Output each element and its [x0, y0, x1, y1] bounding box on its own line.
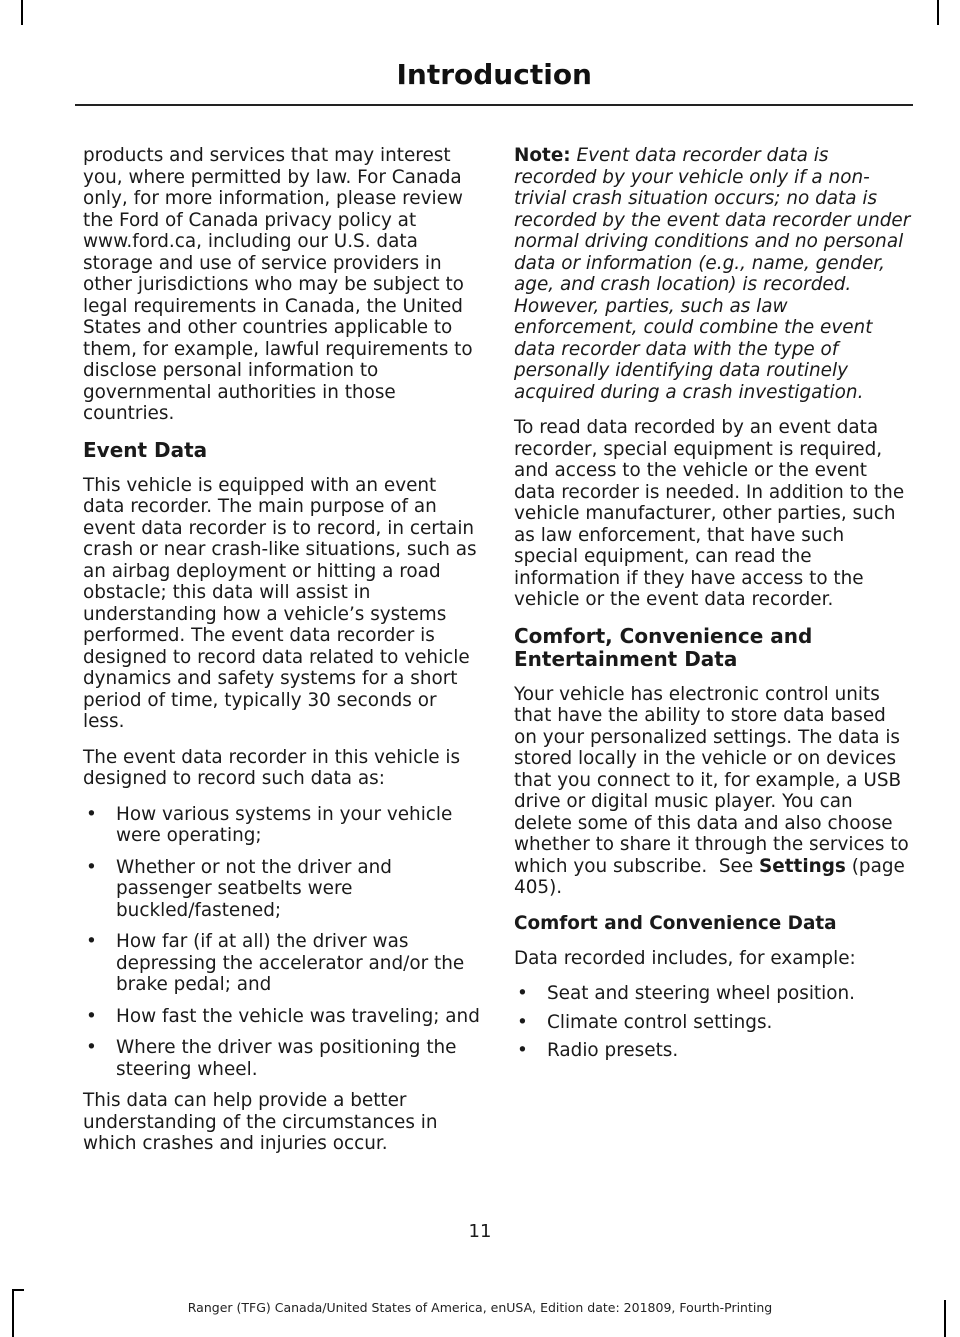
list-item-text: Radio presets. — [547, 1040, 679, 1061]
list-item-text: How far (if at all) the driver was depressing the accelerator and/or the brake pedal; and — [116, 931, 465, 995]
crop-mark-top-left — [21, 0, 23, 25]
record-intro: The event data recorder in this vehicle is designed to record such data as: — [83, 746, 461, 789]
data-list — [514, 983, 912, 1062]
see-prefix: See — [718, 855, 754, 877]
page-title: Introduction — [396, 58, 592, 91]
data-intro: Data recorded includes, for example: — [514, 947, 856, 969]
bullet: • — [86, 803, 97, 825]
comfort-paragraph — [514, 684, 912, 899]
title-divider — [75, 104, 913, 106]
comfort-heading-line2: Entertainment Data — [514, 646, 738, 671]
list-item — [83, 857, 481, 922]
left-column — [83, 145, 481, 1169]
list-item — [514, 983, 912, 1005]
comfort-paragraph-text: Your vehicle has electronic control units that have the ability to store data based on your personalized settings. The data is stored locally in the vehicle or on devices that you connect to it, for example, a USB drive or digital music player. You can delete some of this data and also choose whether to share it through the services to which you subscribe. — [514, 683, 909, 877]
list-item-text: How various systems in your vehicle were operating; — [116, 803, 453, 846]
right-column — [514, 145, 912, 1069]
bullet: • — [86, 856, 97, 878]
settings-link[interactable]: Settings — [759, 855, 846, 877]
intro-paragraph: products and services that may interest you, where permitted by law. For Canada only, for more information, please review the Ford of Canada privacy policy at www.ford.ca, including our U.S. data storage and use of service providers in other jurisdictions who may be subject to legal requirements in Canada, the United States and other countries applicable to them, for example, lawful requirements to disclose personal information to governmental authorities in those countries. — [83, 145, 473, 424]
list-item — [514, 1012, 912, 1034]
bullet: • — [517, 983, 528, 1004]
comfort-heading — [514, 625, 912, 671]
list-item-text: Seat and steering wheel position. — [547, 983, 855, 1004]
closing-paragraph: This data can help provide a better understanding of the circumstances in which crashes and injuries occur. — [83, 1090, 438, 1154]
list-item — [83, 1037, 481, 1080]
crop-mark-bottom-left-foot — [12, 1289, 24, 1291]
edition-footer: Ranger (TFG) Canada/United States of America, enUSA, Edition date: 201809, Fourth-Printing — [187, 1300, 773, 1315]
event-data-paragraph: This vehicle is equipped with an event data recorder. The main purpose of an event data recorder is to record, in certain crash or near crash-like situations, such as an airbag deployment or hitting a road obstacle; this data will assist in understanding how a vehicle’s systems performed. The event data recorder is designed to record data related to vehicle dynamics and safety systems for a short period of time, typically 30 seconds or less. — [83, 474, 477, 732]
bullet: • — [86, 1005, 97, 1027]
note-text: Event data recorder data is recorded by your vehicle only if a non-trivial crash situation occurs; no data is recorded by the event data recorder under normal driving conditions and no personal data or information (e.g., name, gender, age, and crash location) is recorded. However, parties, such as law enforcement, could combine the event data recorder data with the type of personally identifying data routinely acquired during a crash investigation. — [514, 145, 911, 403]
list-item-text: Where the driver was positioning the steering wheel. — [116, 1037, 457, 1080]
crop-mark-top-right — [937, 0, 939, 25]
note-label: Note: — [514, 145, 571, 166]
note-paragraph — [514, 145, 912, 403]
bullet: • — [86, 931, 97, 952]
list-item — [514, 1040, 912, 1062]
page-number: 11 — [468, 1221, 492, 1242]
event-data-heading: Event Data — [83, 437, 208, 462]
list-item — [83, 931, 481, 996]
read-paragraph: To read data recorded by an event data recorder, special equipment is required, and access to the vehicle or the event data recorder is needed. In addition to the vehicle manufacturer, other parties, such as law enforcement, that have such special equipment, can read the information if they have access to the vehicle or the event data recorder. — [514, 417, 905, 610]
comfort-heading-line1: Comfort, Convenience and — [514, 623, 813, 648]
bullet: • — [517, 1040, 528, 1061]
list-item — [83, 804, 481, 847]
comfort-subheading: Comfort and Convenience Data — [514, 912, 837, 934]
list-item-text: Climate control settings. — [547, 1011, 773, 1033]
settings-page-ref: (page 405). — [514, 855, 905, 898]
list-item-text: Whether or not the driver and passenger seatbelts were buckled/fastened; — [116, 856, 392, 921]
list-item-text: How fast the vehicle was traveling; and — [116, 1005, 480, 1027]
record-list — [83, 804, 481, 1081]
bullet: • — [86, 1037, 97, 1058]
list-item — [83, 1006, 481, 1028]
bullet: • — [517, 1011, 528, 1033]
